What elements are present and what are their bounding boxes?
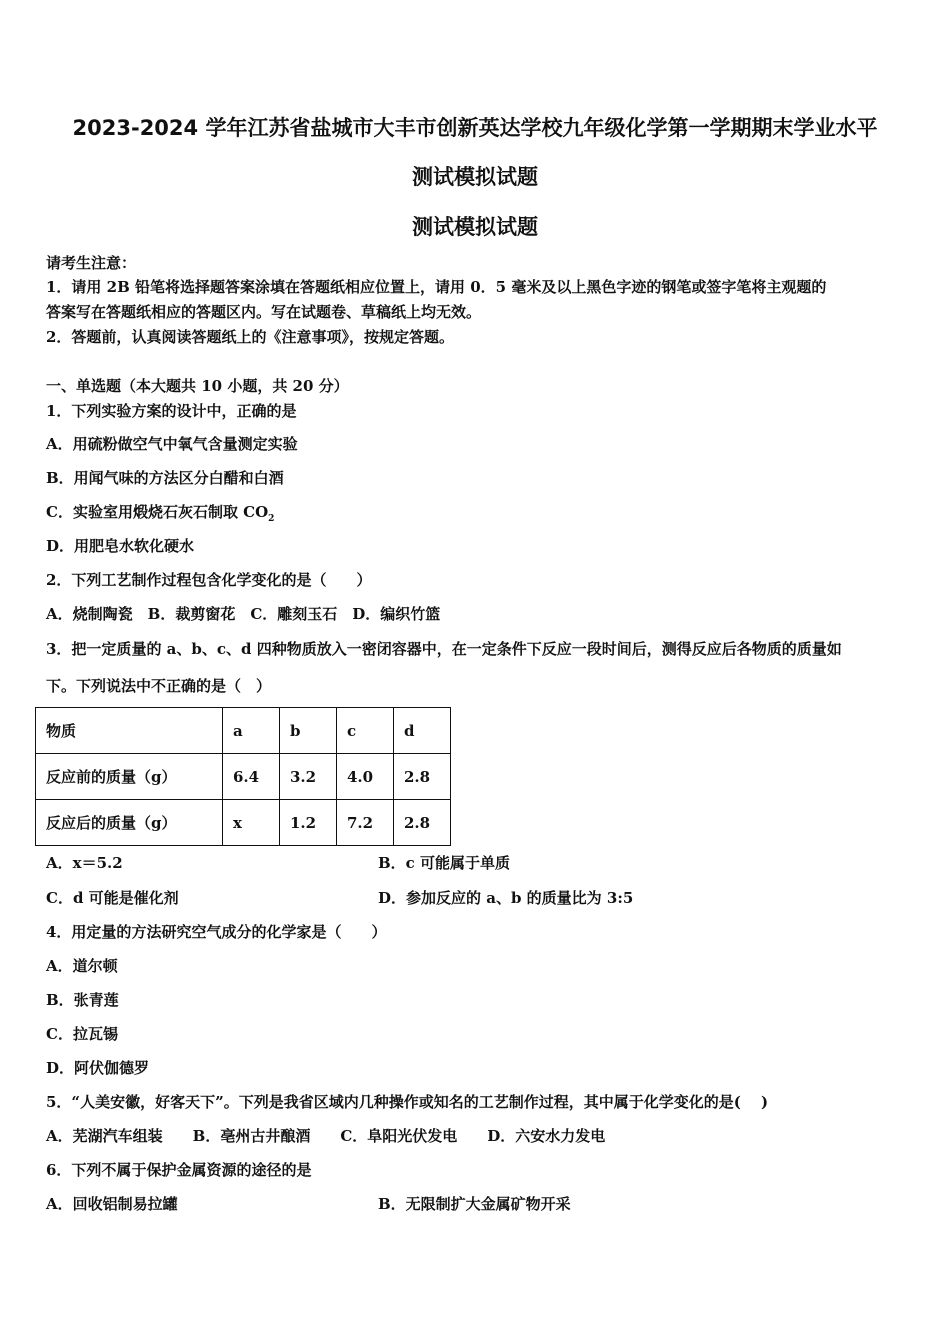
question-4-option-d: D．阿伏伽德罗 bbox=[46, 1059, 150, 1077]
question-3-stem-continued: 下。下列说法中不正确的是（ ） bbox=[46, 677, 272, 695]
table-cell: x bbox=[223, 800, 280, 846]
notice-heading: 请考生注意： bbox=[46, 254, 137, 272]
question-6-option-a: A．回收铝制易拉罐 bbox=[46, 1195, 178, 1213]
exam-title-line-1: 2023-2024 学年江苏省盐城市大丰市创新英达学校九年级化学第一学期期末学业水平 bbox=[72, 116, 878, 140]
question-6-option-b: B．无限制扩大金属矿物开采 bbox=[378, 1195, 571, 1213]
table-cell: 4.0 bbox=[337, 754, 394, 800]
question-1-option-b: B．用闻气味的方法区分白醋和白酒 bbox=[46, 469, 284, 487]
table-cell: 1.2 bbox=[280, 800, 337, 846]
question-1-stem: 1．下列实验方案的设计中，正确的是 bbox=[46, 402, 297, 420]
question-3-stem: 3．把一定质量的 a、b、c、d 四种物质放入一密闭容器中，在一定条件下反应一段时间后，测得反应后各物质的质量如 bbox=[46, 640, 842, 658]
question-2-stem: 2．下列工艺制作过程包含化学变化的是（ ） bbox=[46, 571, 372, 589]
table-header-cell: d bbox=[394, 708, 451, 754]
question-3-mass-table bbox=[35, 707, 451, 846]
exam-subtitle: 测试模拟试题 bbox=[412, 215, 538, 239]
question-1-option-c bbox=[46, 502, 274, 522]
table-cell: 3.2 bbox=[280, 754, 337, 800]
section-heading: 一、单选题（本大题共 10 小题，共 20 分） bbox=[46, 377, 349, 395]
question-3-option-c: C．d 可能是催化剂 bbox=[46, 889, 179, 907]
table-header-cell: b bbox=[280, 708, 337, 754]
table-row bbox=[36, 754, 451, 800]
question-1-option-c-text: C．实验室用煅烧石灰石制取 CO bbox=[46, 503, 269, 521]
question-4-option-b: B．张青莲 bbox=[46, 991, 119, 1009]
question-6-stem: 6．下列不属于保护金属资源的途径的是 bbox=[46, 1161, 312, 1179]
table-cell: 2.8 bbox=[394, 800, 451, 846]
notice-item-1-continued: 答案写在答题纸相应的答题区内。写在试题卷、草稿纸上均无效。 bbox=[46, 303, 482, 321]
question-2-options: A．烧制陶瓷 B．裁剪窗花 C．雕刻玉石 D．编织竹篮 bbox=[46, 605, 441, 623]
exam-title-line-2: 测试模拟试题 bbox=[412, 165, 538, 189]
table-cell: 7.2 bbox=[337, 800, 394, 846]
question-3-option-b: B．c 可能属于单质 bbox=[378, 854, 511, 872]
notice-item-1: 1．请用 2B 铅笔将选择题答案涂填在答题纸相应位置上，请用 0．5 毫米及以上黑色字迹的钢笔或签字笔将主观题的 bbox=[46, 278, 827, 296]
table-header-cell: a bbox=[223, 708, 280, 754]
question-1-option-a: A．用硫粉做空气中氧气含量测定实验 bbox=[46, 435, 298, 453]
table-cell: 2.8 bbox=[394, 754, 451, 800]
subscript-2: 2 bbox=[268, 514, 275, 524]
question-1-option-d: D．用肥皂水软化硬水 bbox=[46, 537, 195, 555]
question-3-option-a: A．x＝5.2 bbox=[46, 854, 123, 872]
table-cell: 反应前的质量（g） bbox=[36, 754, 223, 800]
table-cell: 6.4 bbox=[223, 754, 280, 800]
table-header-cell: c bbox=[337, 708, 394, 754]
table-header-cell: 物质 bbox=[36, 708, 223, 754]
table-cell: 反应后的质量（g） bbox=[36, 800, 223, 846]
question-4-option-a: A．道尔顿 bbox=[46, 957, 118, 975]
question-3-option-d: D．参加反应的 a、b 的质量比为 3:5 bbox=[378, 889, 634, 907]
table-header-row bbox=[36, 708, 451, 754]
question-4-option-c: C．拉瓦锡 bbox=[46, 1025, 118, 1043]
question-4-stem: 4．用定量的方法研究空气成分的化学家是（ ） bbox=[46, 923, 387, 941]
table-row bbox=[36, 800, 451, 846]
question-5-stem: 5．“人美安徽，好客天下”。下列是我省区域内几种操作或知名的工艺制作过程，其中属于化学变化的是( ) bbox=[46, 1093, 769, 1111]
notice-item-2: 2．答题前，认真阅读答题纸上的《注意事项》，按规定答题。 bbox=[46, 328, 454, 346]
question-5-options: A．芜湖汽车组装 B．亳州古井酿酒 C．阜阳光伏发电 D．六安水力发电 bbox=[46, 1127, 606, 1145]
